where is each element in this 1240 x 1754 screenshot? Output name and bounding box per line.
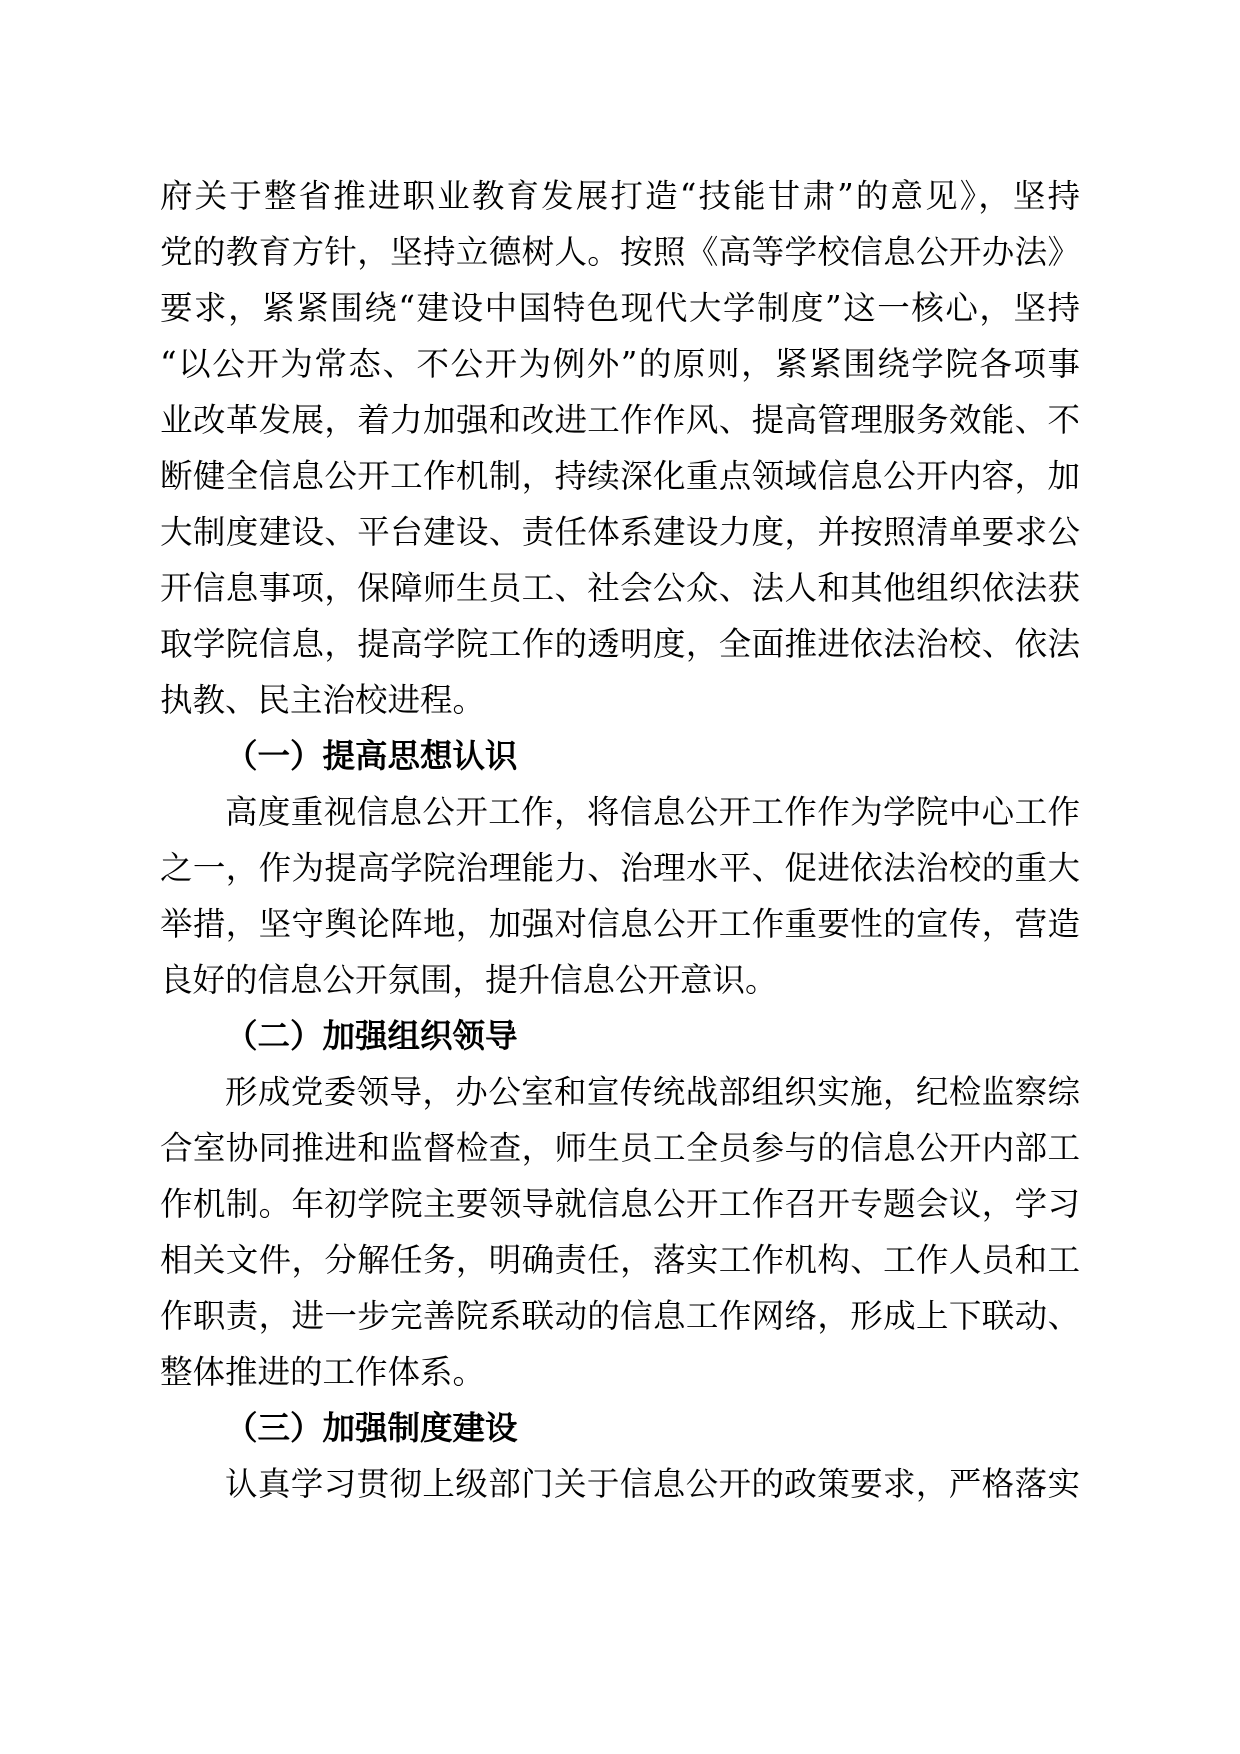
paragraph-line: 要求，紧紧围绕“建设中国特色现代大学制度”这一核心，坚持 [160,289,1080,327]
section-heading: （三）加强制度建设 [225,1408,518,1447]
section-heading: （二）加强组织领导 [225,1016,518,1055]
paragraph-line: 作机制。年初学院主要领导就信息公开工作召开专题会议，学习 [160,1185,1080,1223]
paragraph-line: 断健全信息公开工作机制，持续深化重点领域信息公开内容，加 [160,457,1080,495]
paragraph-line: 府关于整省推进职业教育发展打造“技能甘肃”的意见》，坚持 [160,177,1080,215]
paragraph-line: 党的教育方针，坚持立德树人。按照《高等学校信息公开办法》 [160,233,1080,271]
paragraph-line: 举措，坚守舆论阵地，加强对信息公开工作重要性的宣传，营造 [160,905,1080,943]
paragraph-line: “以公开为常态、不公开为例外”的原则，紧紧围绕学院各项事 [160,345,1080,383]
paragraph-line: 认真学习贯彻上级部门关于信息公开的政策要求，严格落实 [225,1465,1080,1503]
paragraph-line: 高度重视信息公开工作，将信息公开工作作为学院中心工作 [225,793,1080,831]
section-heading: （一）提高思想认识 [225,736,518,775]
paragraph-line: 大制度建设、平台建设、责任体系建设力度，并按照清单要求公 [160,513,1080,551]
paragraph-line: 开信息事项，保障师生员工、社会公众、法人和其他组织依法获 [160,569,1080,607]
paragraph-line: 作职责，进一步完善院系联动的信息工作网络，形成上下联动、 [160,1297,1080,1335]
paragraph-line: 之一，作为提高学院治理能力、治理水平、促进依法治校的重大 [160,849,1080,887]
paragraph-line: 形成党委领导，办公室和宣传统战部组织实施，纪检监察综 [225,1073,1080,1111]
document-page [160,168,1080,1512]
paragraph-line: 相关文件，分解任务，明确责任，落实工作机构、工作人员和工 [160,1241,1080,1279]
paragraph-line: 业改革发展，着力加强和改进工作作风、提高管理服务效能、不 [160,401,1080,439]
paragraph-line: 整体推进的工作体系。 [160,1353,486,1391]
paragraph-line: 执教、民主治校进程。 [160,681,486,719]
paragraph-line: 合室协同推进和监督检查，师生员工全员参与的信息公开内部工 [160,1129,1080,1167]
paragraph-line: 取学院信息，提高学院工作的透明度，全面推进依法治校、依法 [160,625,1080,663]
paragraph-line: 良好的信息公开氛围，提升信息公开意识。 [160,961,778,999]
